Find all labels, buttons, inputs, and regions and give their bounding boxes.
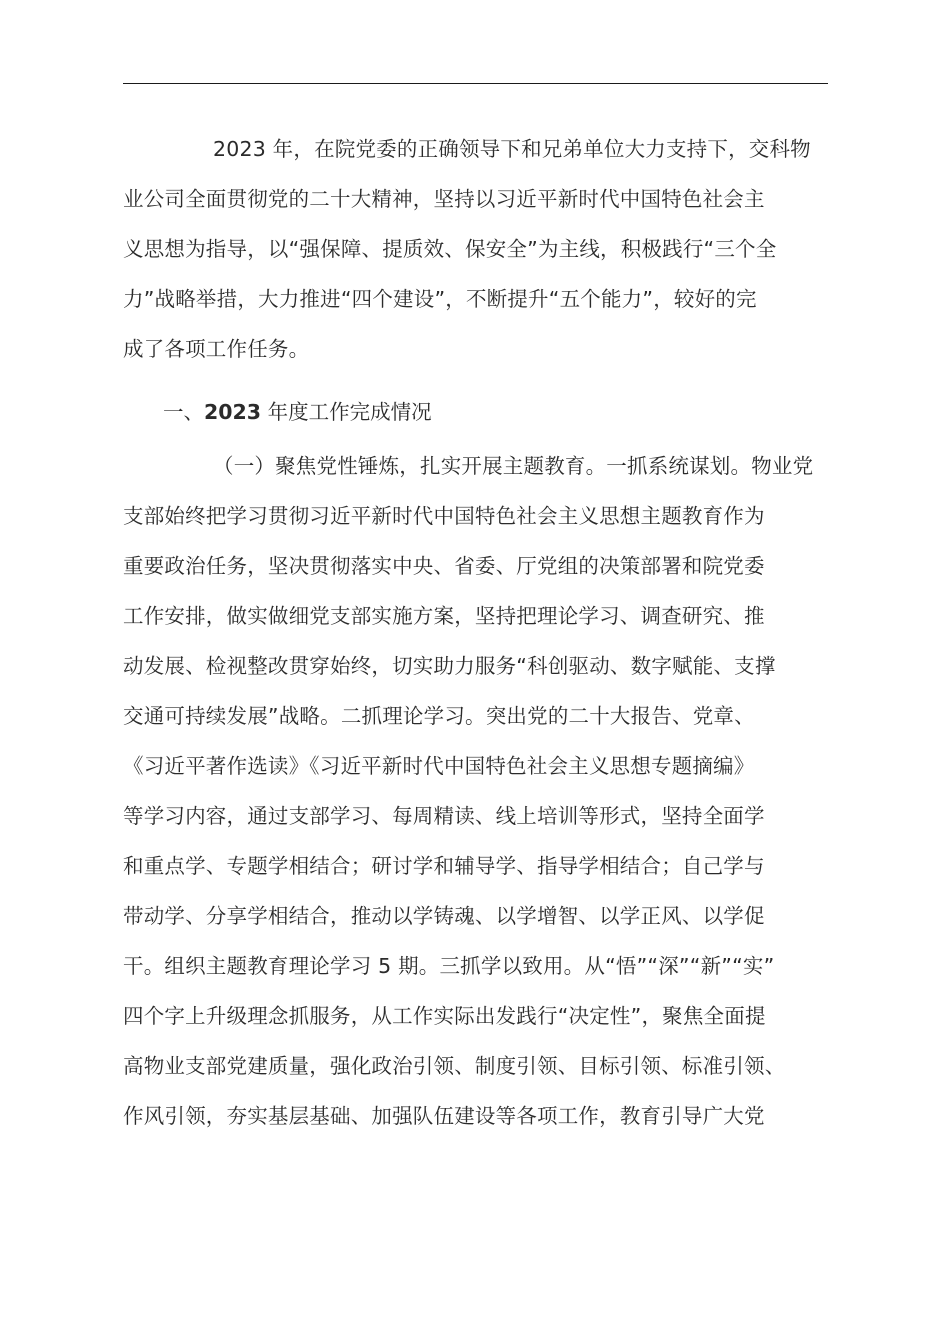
intro-paragraph	[123, 124, 835, 374]
section-heading	[123, 386, 835, 438]
text-line: 四个字上升级理念抓服务，从工作实际出发践行“决定性”，聚焦全面提	[123, 1004, 766, 1028]
header-divider	[123, 83, 828, 84]
text-line: 2023 年，在院党委的正确领导下和兄弟单位大力支持下，交科物	[213, 137, 811, 161]
document-body	[123, 124, 835, 1141]
section-heading-year: 2023	[204, 400, 262, 424]
text-line: 作风引领，夯实基层基础、加强队伍建设等各项工作，教育引导广大党	[123, 1104, 765, 1128]
section-paragraph	[123, 441, 835, 1141]
text-line: 《习近平著作选读》《习近平新时代中国特色社会主义思想专题摘编》	[123, 754, 755, 778]
text-line: 等学习内容，通过支部学习、每周精读、线上培训等形式，坚持全面学	[123, 804, 765, 828]
text-line: 带动学、分享学相结合，推动以学铸魂、以学增智、以学正风、以学促	[123, 904, 765, 928]
text-line: 交通可持续发展”战略。二抓理论学习。突出党的二十大报告、党章、	[123, 704, 755, 728]
text-line: 干。组织主题教育理论学习 5 期。三抓学以致用。从“悟”“深”“新”“实”	[123, 954, 775, 978]
text-line: 重要政治任务，坚决贯彻落实中央、省委、厅党组的决策部署和院党委	[123, 554, 765, 578]
section-heading-text: 年度工作完成情况	[261, 400, 432, 424]
text-line: 力”战略举措，大力推进“四个建设”，不断提升“五个能力”，较好的完	[123, 287, 757, 311]
text-line: 高物业支部党建质量，强化政治引领、制度引领、目标引领、标准引领、	[123, 1054, 786, 1078]
text-line: 动发展、检视整改贯穿始终，切实助力服务“科创驱动、数字赋能、支撑	[123, 654, 776, 678]
text-line: 支部始终把学习贯彻习近平新时代中国特色社会主义思想主题教育作为	[123, 504, 765, 528]
text-line: 工作安排，做实做细党支部实施方案，坚持把理论学习、调查研究、推	[123, 604, 765, 628]
text-line: 成了各项工作任务。	[123, 337, 310, 361]
text-line: （一）聚焦党性锤炼，扎实开展主题教育。一抓系统谋划。物业党	[213, 454, 814, 478]
text-line: 和重点学、专题学相结合；研讨学和辅导学、指导学相结合；自己学与	[123, 854, 765, 878]
text-line: 业公司全面贯彻党的二十大精神，坚持以习近平新时代中国特色社会主	[123, 187, 765, 211]
text-line: 义思想为指导，以“强保障、提质效、保安全”为主线，积极践行“三个全	[123, 237, 777, 261]
section-heading-prefix: 一、	[163, 400, 204, 424]
